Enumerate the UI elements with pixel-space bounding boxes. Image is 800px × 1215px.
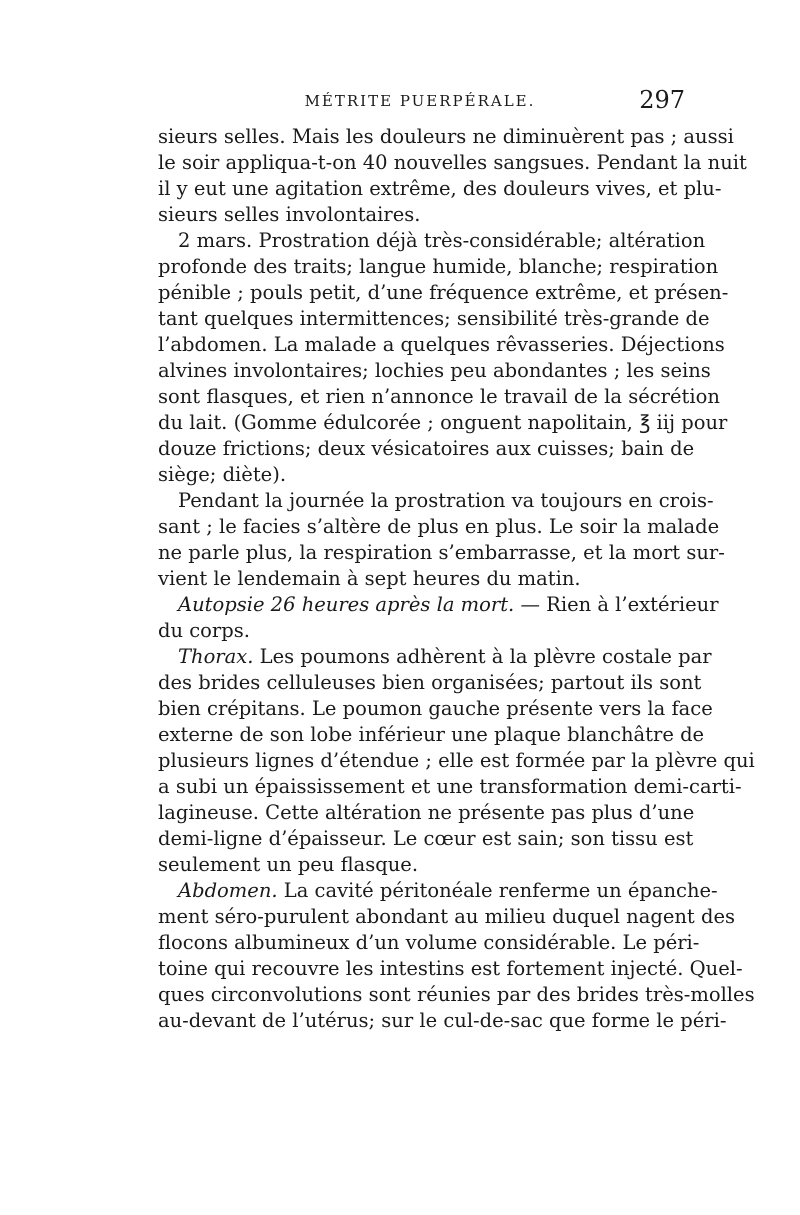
text-line — [158, 254, 719, 280]
text-line — [158, 618, 671, 644]
text-line — [158, 800, 695, 826]
text-line — [158, 904, 735, 930]
page-header — [155, 86, 685, 122]
line-text: des brides celluleuses bien organisées; partout ils sont — [158, 671, 702, 694]
line-text: sieurs selles involontaires. — [158, 203, 421, 226]
line-text: a subi un épaississement et une transformation demi-carti- — [158, 775, 742, 798]
line-text: il y eut une agitation extrême, des douleurs vives, et plu- — [158, 177, 722, 200]
line-text: — Rien à l’extérieur — [514, 593, 719, 616]
text-line — [158, 878, 718, 904]
italic-lead: Thorax. — [178, 645, 254, 668]
line-text: au-devant de l’utérus; sur le cul-de-sac que forme le péri- — [158, 1009, 727, 1032]
text-line — [158, 410, 728, 436]
line-text: profonde des traits; langue humide, blanche; respiration — [158, 255, 719, 278]
line-text: Pendant la journée la prostration va toujours en crois- — [178, 489, 714, 512]
page-number: 297 — [639, 86, 685, 114]
line-text: plusieurs lignes d’étendue ; elle est formée par la plèvre qui — [158, 749, 755, 772]
text-line — [158, 358, 711, 384]
body-text — [158, 124, 755, 1034]
text-line — [158, 202, 671, 228]
text-line — [158, 826, 694, 852]
text-line — [158, 462, 671, 488]
text-line — [158, 384, 720, 410]
text-line — [158, 280, 729, 306]
text-line — [158, 930, 700, 956]
line-text: ment séro-purulent abondant au milieu duquel nagent des — [158, 905, 735, 928]
text-line — [158, 748, 755, 774]
line-text: tant quelques intermittences; sensibilité très-grande de — [158, 307, 710, 330]
line-text: Les poumons adhèrent à la plèvre costale par — [253, 645, 712, 668]
line-text: ques circonvolutions sont réunies par des brides très-molles — [158, 983, 755, 1006]
line-text: ne parle plus, la respiration s’embarrasse, et la mort sur- — [158, 541, 725, 564]
text-line — [158, 514, 720, 540]
line-text: du corps. — [158, 619, 250, 642]
line-text: vient le lendemain à sept heures du matin. — [158, 567, 581, 590]
line-text: du lait. (Gomme édulcorée ; onguent napolitain, ℥ iij pour — [158, 411, 728, 434]
text-line — [158, 332, 725, 358]
line-text: douze frictions; deux vésicatoires aux cuisses; bain de — [158, 437, 695, 460]
text-line — [158, 722, 705, 748]
line-text: pénible ; pouls petit, d’une fréquence extrême, et présen- — [158, 281, 729, 304]
line-text: siège; diète). — [158, 463, 287, 486]
line-text: alvines involontaires; lochies peu abondantes ; les seins — [158, 359, 711, 382]
line-text: externe de son lobe inférieur une plaque blanchâtre de — [158, 723, 705, 746]
line-text: le soir appliqua-t-on 40 nouvelles sangsues. Pendant la nuit — [158, 151, 747, 174]
line-text: sant ; le facies s’altère de plus en plus. Le soir la malade — [158, 515, 720, 538]
text-line — [158, 696, 713, 722]
text-line — [158, 982, 755, 1008]
text-line — [158, 176, 722, 202]
line-text: flocons albumineux d’un volume considérable. Le péri- — [158, 931, 700, 954]
text-line — [158, 670, 702, 696]
text-line — [158, 592, 719, 618]
text-line — [158, 1008, 727, 1034]
text-line — [158, 488, 714, 514]
italic-lead: Abdomen. — [178, 879, 278, 902]
text-line — [158, 956, 743, 982]
line-text: sont flasques, et rien n’annonce le travail de la sécrétion — [158, 385, 720, 408]
text-line — [158, 644, 712, 670]
text-line — [158, 150, 747, 176]
text-line — [158, 306, 710, 332]
text-line — [158, 566, 671, 592]
line-text: toine qui recouvre les intestins est fortement injecté. Quel- — [158, 957, 743, 980]
line-text: La cavité péritonéale renferme un épanche- — [277, 879, 718, 902]
line-text: bien crépitans. Le poumon gauche présente vers la face — [158, 697, 713, 720]
italic-lead: Autopsie 26 heures après la mort. — [178, 593, 515, 616]
text-line — [158, 124, 734, 150]
text-line — [158, 774, 742, 800]
line-text: lagineuse. Cette altération ne présente pas plus d’une — [158, 801, 695, 824]
line-text: seulement un peu flasque. — [158, 853, 419, 876]
line-text: 2 mars. Prostration déjà très-considérable; altération — [178, 229, 706, 252]
text-line — [158, 540, 725, 566]
line-text: demi-ligne d’épaisseur. Le cœur est sain; son tissu est — [158, 827, 694, 850]
text-line — [158, 228, 706, 254]
running-title: MÉTRITE PUERPÉRALE. — [304, 92, 536, 110]
line-text: sieurs selles. Mais les douleurs ne diminuèrent pas ; aussi — [158, 125, 734, 148]
text-line — [158, 436, 695, 462]
line-text: l’abdomen. La malade a quelques rêvasseries. Déjections — [158, 333, 725, 356]
text-line — [158, 852, 671, 878]
